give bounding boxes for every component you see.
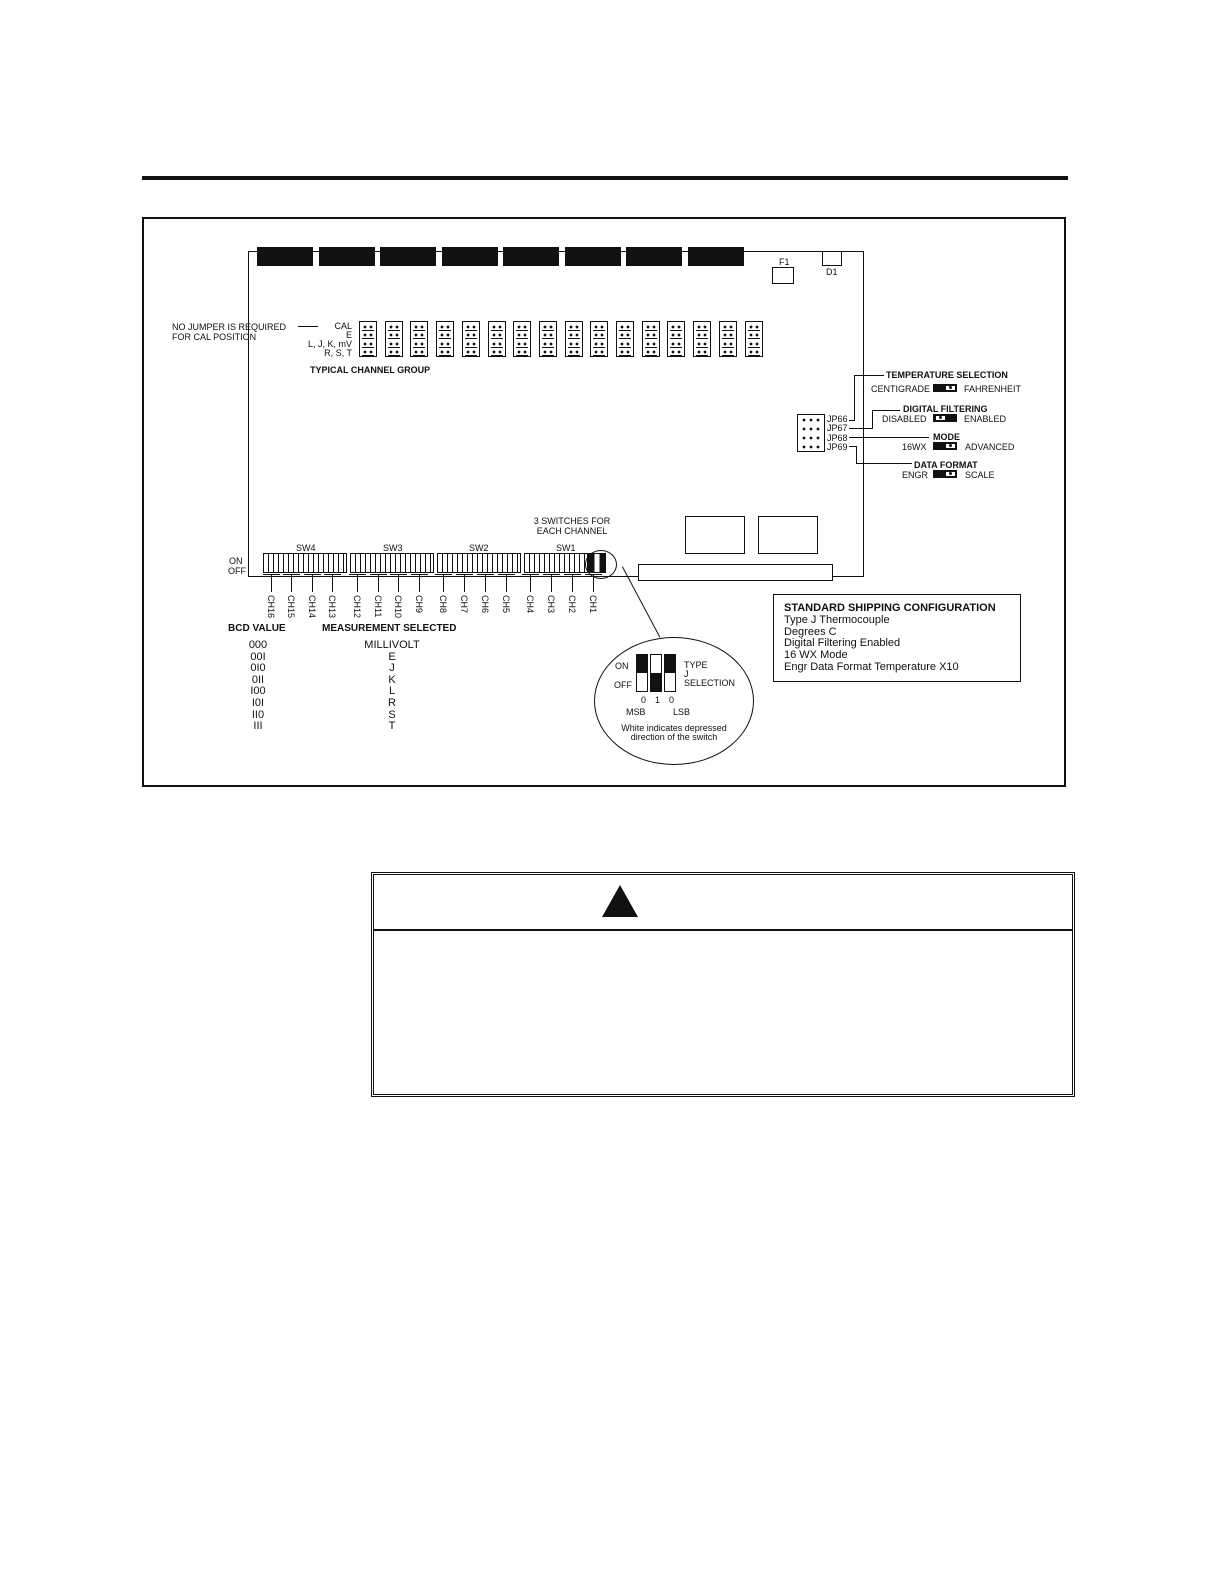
terminal-connector [442,247,498,266]
channel-jumper-block [513,321,531,357]
row-label-e: E [345,330,352,340]
terminal-connector [626,247,682,266]
channel-label: CH8 [438,595,448,614]
filtering-left: DISABLED [882,414,927,424]
sw1-label: SW1 [556,543,576,553]
data-format-left: ENGR [902,470,929,480]
channel-jumper-block [462,321,480,357]
channel-bracket [291,574,292,592]
bcd-value: 0I0 [250,662,266,675]
leader-line [854,375,884,376]
leader-line [849,428,873,429]
detail-on: ON [615,661,629,671]
typical-channel-group: TYPICAL CHANNEL GROUP [310,365,431,375]
channel-label: CH16 [266,595,276,619]
shipping-config-box [773,594,1021,682]
detail-note-2: direction of the switch [630,732,718,742]
channel-bracket [357,574,358,592]
measurement-value: E [388,650,396,663]
channel-bracket [530,574,531,592]
channel-jumper-block [565,321,583,357]
jp69-label: JP69 [827,442,848,452]
channel-bracket [464,574,465,592]
channel-label: CH6 [480,595,490,614]
warning-triangle-icon [600,883,640,919]
channel-bracket [398,574,399,592]
measurement-header: MEASUREMENT SELECTED [322,623,457,634]
channel-label: CH12 [352,595,362,619]
edge-connector [638,564,833,581]
channel-bracket [271,574,272,592]
row-label-ljk: L, J, K, mV [307,339,352,349]
row-label-rst: R, S, T [324,348,352,358]
shipping-line: Type J Thermocouple [784,613,890,626]
leader-line [872,410,900,411]
channel-label: CH3 [546,595,556,614]
config-jumper-block [797,414,825,452]
channel-bracket [332,574,333,592]
bcd-header: BCD VALUE [228,623,286,634]
bcd-values [238,640,278,733]
no-jumper-note: NO JUMPER IS REQUIRED FOR CAL POSITION [172,322,287,342]
ic-chip [685,516,745,554]
terminal-connector [257,247,313,266]
jp68-label: JP68 [827,433,848,443]
channel-jumper-block [359,321,377,357]
leader-line [849,437,929,438]
channel-jumper-block [436,321,454,357]
channel-label: CH4 [525,595,535,614]
channel-jumper-block [667,321,685,357]
detail-lsb: LSB [673,707,691,717]
measurement-values [352,640,432,733]
filtering-title: DIGITAL FILTERING [903,404,988,414]
leader-line [872,410,873,429]
bcd-value: I0I [251,696,265,709]
detail-type-value: J [684,669,689,679]
detail-off: OFF [614,680,632,690]
header-rule [142,176,1068,180]
three-switches-note: 3 SWITCHES FOR EACH CHANNEL [533,516,611,536]
jp67-label: JP67 [827,423,848,433]
channel-jumper-block [616,321,634,357]
channel-label: CH9 [414,595,424,614]
channel-bracket [572,574,573,592]
measurement-value: R [388,696,396,709]
bcd-value: II0 [251,708,265,721]
measurement-value: J [389,662,395,675]
data-format-title: DATA FORMAT [914,460,978,470]
channel-label: CH14 [307,595,317,619]
fuse-f1 [772,267,794,284]
channel-bracket [378,574,379,592]
temperature-left: CENTIGRADE [871,384,931,394]
bcd-value: 00I [250,650,266,663]
detail-type: TYPE [684,660,708,670]
shipping-line: 16 WX Mode [784,649,848,662]
detail-bit-1: 1 [655,695,661,705]
measurement-value: K [388,673,396,686]
dip-switch-sw4[interactable] [263,553,347,573]
filtering-jumper-icon [933,414,957,422]
filtering-right: ENABLED [964,414,1007,424]
terminal-connector [380,247,436,266]
mode-right: ADVANCED [965,442,1015,452]
temperature-right: FAHRENHEIT [964,384,1022,394]
sw4-label: SW4 [296,543,316,553]
measurement-value: T [388,720,396,733]
bcd-value: 000 [248,639,268,651]
ic-chip [758,516,818,554]
channel-bracket [485,574,486,592]
terminal-connector [503,247,559,266]
channel-bracket [312,574,313,592]
channel-jumper-block [590,321,608,357]
detail-switch-icon [636,654,678,692]
channel-jumper-block [719,321,737,357]
terminal-connector [565,247,621,266]
shipping-line: Digital Filtering Enabled [784,637,901,650]
data-format-jumper-icon [933,470,957,478]
dip-switch-sw3[interactable] [350,553,434,573]
leader-line [854,375,855,420]
data-format-right: SCALE [965,470,995,480]
sw2-label: SW2 [469,543,489,553]
dip-switch-sw1[interactable] [524,553,588,573]
detail-msb: MSB [626,707,646,717]
leader-line [856,446,857,464]
channel-label: CH7 [459,595,469,614]
detail-bit-0: 0 [641,695,647,705]
channel-label: CH15 [286,595,296,619]
mode-jumper-icon [933,442,957,450]
channel-bracket [419,574,420,592]
channel-jumper-block [745,321,763,357]
channel-bracket [506,574,507,592]
leader-line [849,446,857,447]
channel-bracket [593,574,594,592]
terminal-connector [319,247,375,266]
channel-jumper-block [539,321,557,357]
detail-note-1: White indicates depressed [621,723,727,733]
detail-selection: SELECTION [684,678,736,688]
mode-left: 16WX [902,442,927,452]
channel-label: CH2 [567,595,577,614]
channel-label: CH5 [501,595,511,614]
detail-bit-2: 0 [669,695,675,705]
channel-jumper-block [385,321,403,357]
channel-label: CH13 [327,595,337,619]
on-label: ON [229,556,243,566]
bcd-value: III [253,720,263,733]
diode-d1 [822,251,842,266]
shipping-line: Degrees C [784,625,837,638]
warning-box [371,872,1075,1097]
bcd-value: 0II [251,673,265,686]
warning-divider [374,929,1072,931]
shipping-line: Engr Data Format Temperature X10 [784,660,959,673]
row-label-cal: CAL [334,321,352,331]
jp66-label: JP66 [827,414,848,424]
channel-bracket [551,574,552,592]
fuse-label: F1 [779,257,790,267]
dip-switch-sw2[interactable] [437,553,521,573]
leader-line [856,463,912,464]
measurement-value: MILLIVOLT [364,639,420,651]
measurement-value: S [388,708,396,721]
channel-jumper-block [488,321,506,357]
terminal-connector [688,247,744,266]
channel-jumper-block [410,321,428,357]
diode-label: D1 [826,267,838,277]
channel-label: CH10 [393,595,403,619]
measurement-value: L [388,685,396,698]
temperature-title: TEMPERATURE SELECTION [886,370,1008,380]
mode-title: MODE [933,432,960,442]
channel-label: CH1 [588,595,598,614]
channel-label: CH11 [373,595,383,618]
shipping-title: STANDARD SHIPPING CONFIGURATION [784,602,996,614]
off-label: OFF [228,566,246,576]
channel-bracket [443,574,444,592]
sw3-label: SW3 [383,543,403,553]
bcd-value: I00 [250,685,266,698]
channel-jumper-block [693,321,711,357]
channel-jumper-block [642,321,660,357]
leader-line [849,420,855,421]
temperature-jumper-icon [933,384,957,392]
